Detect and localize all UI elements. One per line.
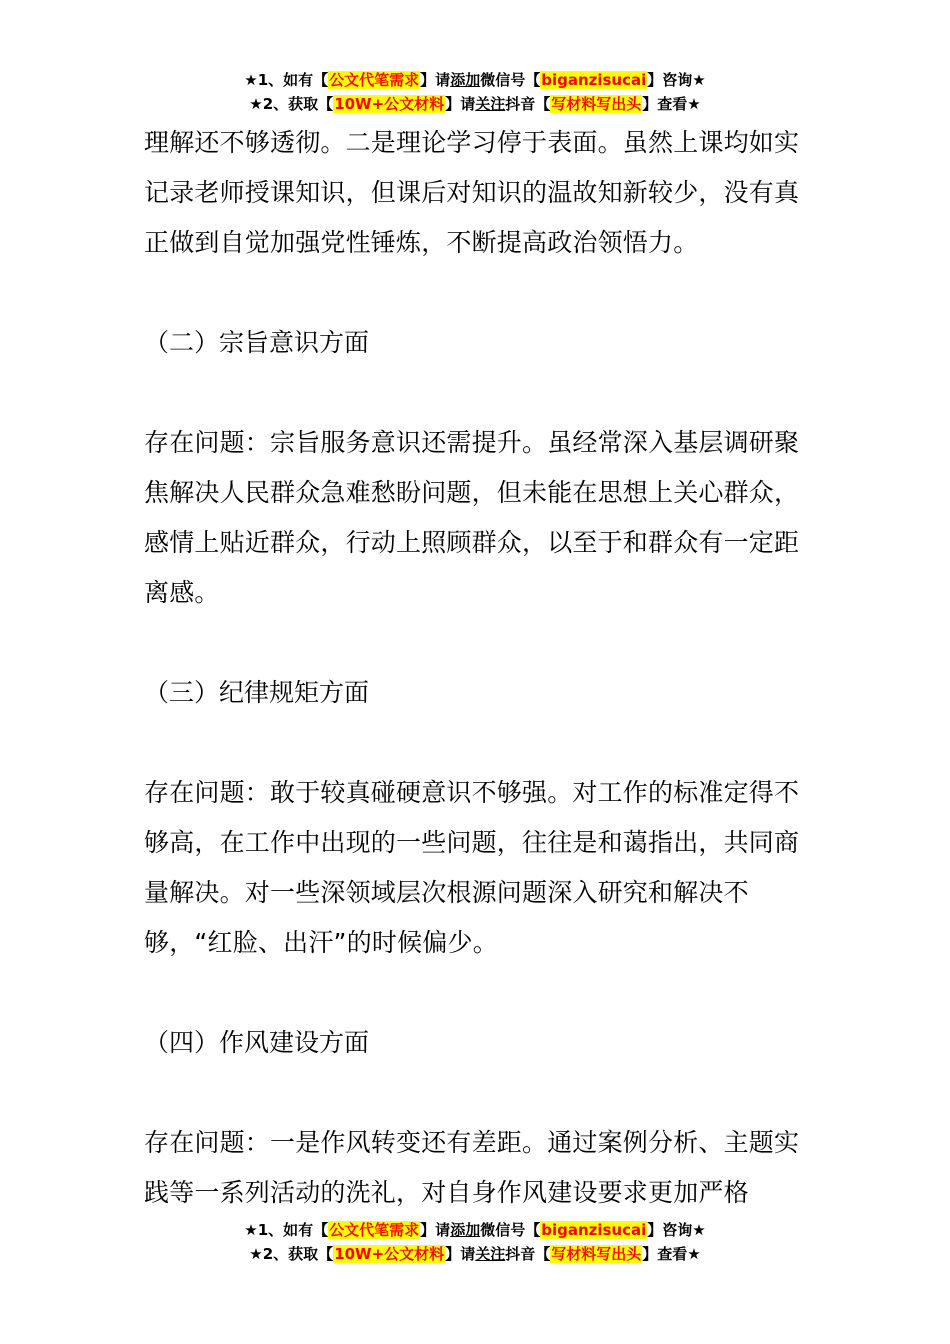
banner-text: 抖音【 (505, 1245, 551, 1263)
spacer (144, 1068, 812, 1118)
banner-text: 】咨询★ (647, 1221, 706, 1239)
banner-line-2 (0, 92, 950, 116)
banner-highlight: 公文代笔需求 (329, 1221, 420, 1239)
document-body (144, 118, 812, 1218)
section-heading-4: （四）作风建设方面 (144, 1028, 370, 1057)
banner-underline: 关注 (475, 95, 506, 113)
banner-line-2 (0, 1242, 950, 1266)
banner-text: 微信号【 (480, 71, 541, 89)
spacer (144, 268, 812, 318)
section-heading-3: （三）纪律规矩方面 (144, 678, 370, 707)
section-heading-2: （二）宗旨意识方面 (144, 328, 370, 357)
banner-text: 】请 (420, 1221, 451, 1239)
spacer (144, 718, 812, 768)
banner-text: 】请 (420, 71, 451, 89)
banner-text: ★1、如有【 (244, 71, 329, 89)
banner-underline: 关注 (475, 1245, 506, 1263)
top-banner (0, 68, 950, 116)
banner-text: 抖音【 (505, 95, 551, 113)
bottom-banner (0, 1218, 950, 1266)
banner-text: 】请 (445, 1245, 476, 1263)
paragraph-section-2: 存在问题：宗旨服务意识还需提升。虽经常深入基层调研聚焦解决人民群众急难愁盼问题，但未能在思想上关心群众，感情上贴近群众，行动上照顾群众，以至于和群众有一定距离感。 (144, 428, 800, 607)
banner-text: ★2、获取【 (249, 95, 334, 113)
paragraph-section-3: 存在问题：敢于较真碰硬意识不够强。对工作的标准定得不够高，在工作中出现的一些问题，往往是和蔼指出，共同商量解决。对一些深领域层次根源问题深入研究和解决不够，“红脸、出汗”的时候偏少。 (144, 778, 800, 957)
banner-text: ★2、获取【 (249, 1245, 334, 1263)
banner-highlight: 写材料写出头 (551, 1245, 642, 1263)
banner-text: 】查看★ (642, 1245, 701, 1263)
spacer (144, 368, 812, 418)
paragraph-intro: 理解还不够透彻。二是理论学习停于表面。虽然上课均如实记录老师授课知识，但课后对知识的温故知新较少，没有真正做到自觉加强党性锤炼，不断提高政治领悟力。 (144, 128, 800, 257)
banner-highlight: 10W+公文材料 (334, 1245, 445, 1263)
paragraph-section-4: 存在问题：一是作风转变还有差距。通过案例分析、主题实践等一系列活动的洗礼，对自身作风建设要求更加严格 (144, 1128, 800, 1207)
banner-line-1 (0, 68, 950, 92)
banner-text: 】咨询★ (647, 71, 706, 89)
banner-underline: 添加 (450, 71, 481, 89)
banner-highlight: 公文代笔需求 (329, 71, 420, 89)
banner-underline: 添加 (450, 1221, 481, 1239)
spacer (144, 968, 812, 1018)
banner-text: 】请 (445, 95, 476, 113)
banner-line-1 (0, 1218, 950, 1242)
banner-text: 】查看★ (642, 95, 701, 113)
spacer (144, 618, 812, 668)
banner-highlight: 写材料写出头 (551, 95, 642, 113)
banner-highlight: 10W+公文材料 (334, 95, 445, 113)
banner-highlight: biganzisucai (541, 1221, 647, 1239)
banner-text: 微信号【 (480, 1221, 541, 1239)
banner-text: ★1、如有【 (244, 1221, 329, 1239)
banner-highlight: biganzisucai (541, 71, 647, 89)
